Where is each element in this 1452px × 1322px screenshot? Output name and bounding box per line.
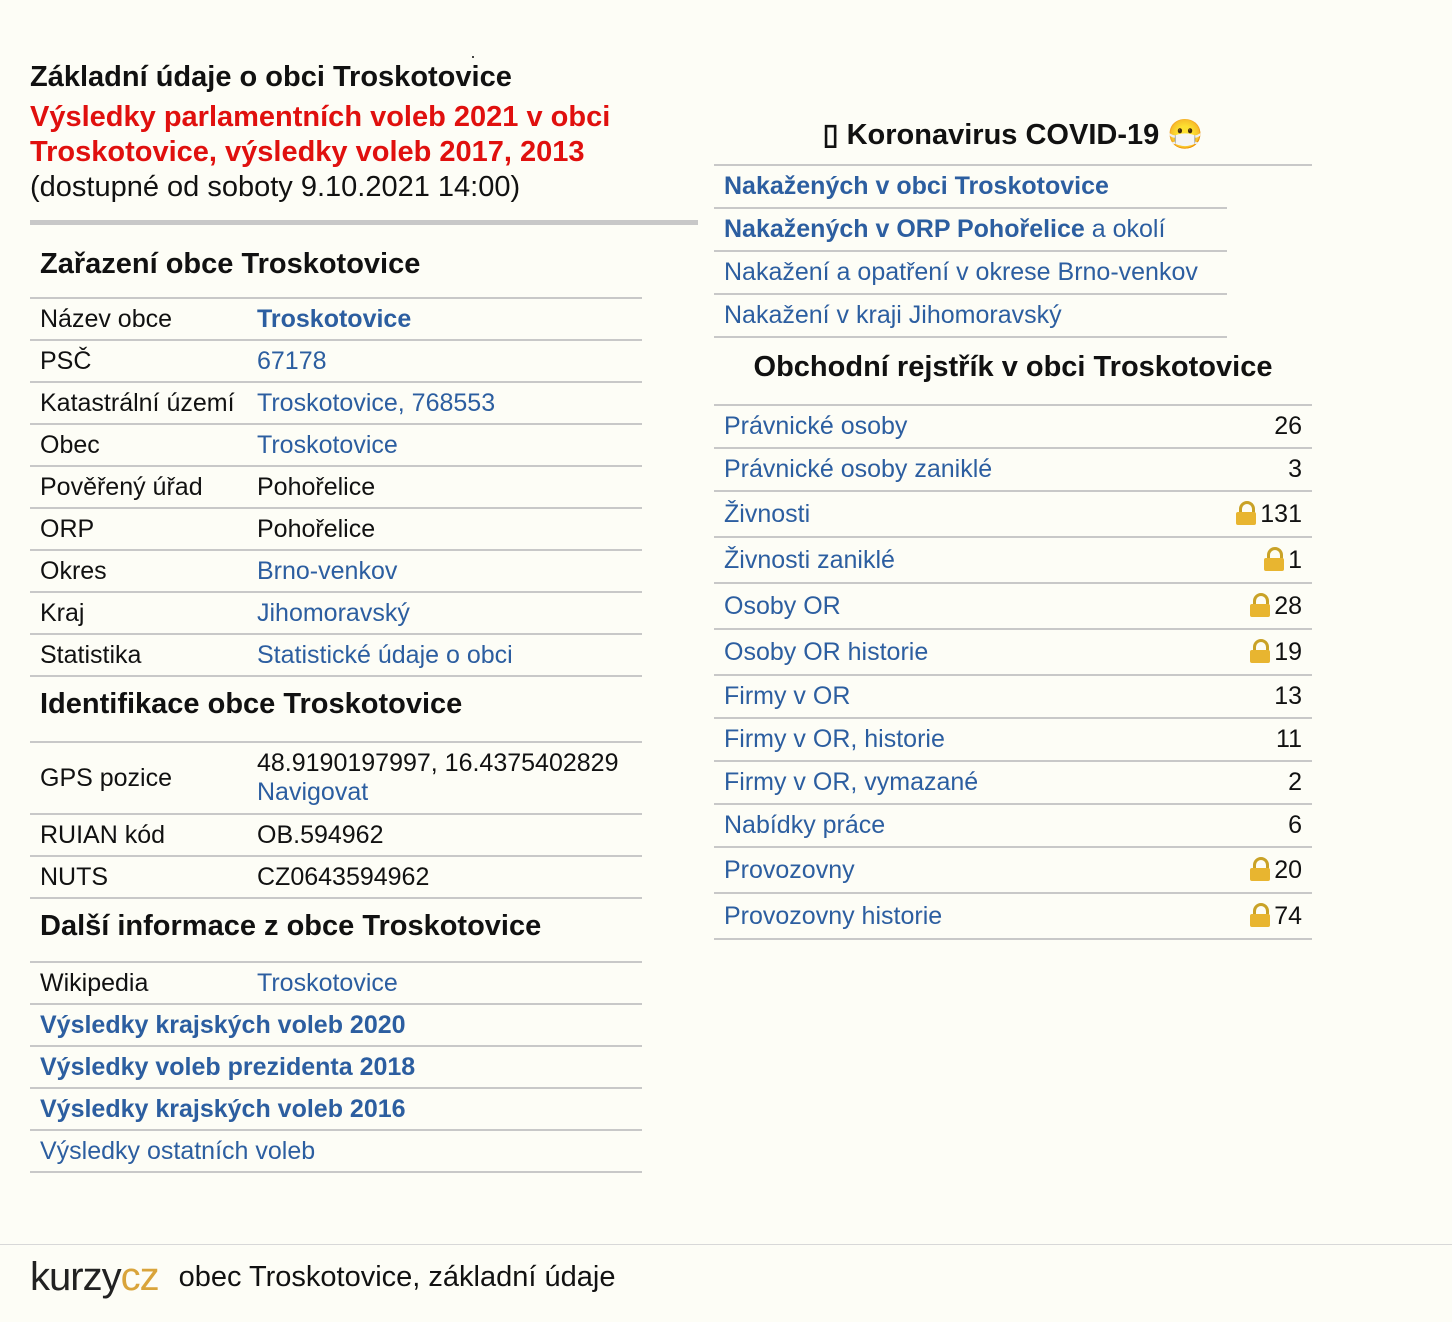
table-row <box>714 629 1312 675</box>
footer-caption: obec Troskotovice, základní údaje <box>178 1260 616 1293</box>
row-label: Wikipedia <box>30 962 247 1004</box>
krajske-volby-2016-link[interactable]: Výsledky krajských voleb 2016 <box>40 1094 406 1123</box>
prezident-2018-link[interactable]: Výsledky voleb prezidenta 2018 <box>40 1052 416 1081</box>
row-value: Pohořelice <box>247 508 642 550</box>
footer <box>30 1252 615 1302</box>
navigovat-link[interactable]: Navigovat <box>257 778 369 806</box>
row-label: Kraj <box>30 592 247 634</box>
statistika-link[interactable]: Statistické údaje o obci <box>257 640 513 669</box>
okres-link[interactable]: Brno-venkov <box>257 556 398 585</box>
left-column <box>30 58 698 1173</box>
row-label: Pověřený úřad <box>30 466 247 508</box>
lock-icon <box>1264 547 1284 571</box>
section-heading-dalsi: Další informace z obce Troskotovice <box>40 910 542 942</box>
page-title: Základní údaje o obci Troskotovice <box>30 61 512 93</box>
lock-icon <box>1250 639 1270 663</box>
row-value: CZ0643594962 <box>247 856 642 898</box>
section-heading-identifikace: Identifikace obce Troskotovice <box>40 688 463 720</box>
register-count: 20 <box>1274 855 1302 884</box>
lock-icon <box>1250 593 1270 617</box>
row-label: ORP <box>30 508 247 550</box>
table-row <box>714 893 1312 939</box>
obchodni-rejstrik-heading: Obchodní rejstřík v obci Troskotovice <box>753 351 1273 383</box>
row-label: Název obce <box>30 298 247 340</box>
lock-icon <box>1250 857 1270 881</box>
register-count: 131 <box>1260 499 1302 528</box>
register-count: 1 <box>1288 545 1302 574</box>
table-row <box>30 1046 642 1088</box>
lock-icon <box>1250 903 1270 927</box>
table-row <box>714 491 1312 537</box>
register-link[interactable]: Provozovny historie <box>724 901 943 930</box>
wikipedia-link[interactable]: Troskotovice <box>257 968 398 997</box>
missing-glyph-icon: ▯ <box>822 119 839 151</box>
krajske-volby-2020-link[interactable]: Výsledky krajských voleb 2020 <box>40 1010 406 1039</box>
table-row <box>30 508 642 550</box>
zarazeni-table <box>30 297 642 677</box>
obec-link[interactable]: Troskotovice <box>257 430 398 459</box>
kraj-link[interactable]: Jihomoravský <box>257 598 410 627</box>
register-count: 2 <box>1175 761 1312 804</box>
register-count: 11 <box>1175 718 1312 761</box>
katastralni-uzemi-link[interactable]: Troskotovice, 768553 <box>257 388 496 417</box>
right-column <box>714 110 1312 940</box>
table-row <box>30 1088 642 1130</box>
table-row <box>30 634 642 676</box>
table-row <box>30 466 642 508</box>
availability-note: (dostupné od soboty 9.10.2021 14:00) <box>30 171 521 203</box>
ostatni-volby-link[interactable]: Výsledky ostatních voleb <box>40 1136 316 1165</box>
covid-obec-link[interactable]: Nakažených v obci Troskotovice <box>724 172 1109 200</box>
kurzy-cz-logo[interactable]: kurzycz <box>30 1254 159 1299</box>
list-item <box>714 252 1227 295</box>
nazev-obce-link[interactable]: Troskotovice <box>257 304 412 333</box>
register-count: 6 <box>1175 804 1312 847</box>
table-row <box>30 340 642 382</box>
row-label: PSČ <box>30 340 247 382</box>
section-heading-zarazeni: Zařazení obce Troskotovice <box>40 248 421 280</box>
row-label: NUTS <box>30 856 247 898</box>
row-label: Statistika <box>30 634 247 676</box>
register-link[interactable]: Provozovny <box>724 855 855 884</box>
list-item <box>714 166 1227 209</box>
obchodni-rejstrik-table <box>714 404 1312 940</box>
list-item <box>714 209 1227 252</box>
table-row <box>714 761 1312 804</box>
identifikace-table <box>30 741 642 899</box>
register-count: 13 <box>1175 675 1312 718</box>
covid-orp-link[interactable]: Nakažených v ORP Pohořelice <box>724 215 1085 243</box>
dalsi-table <box>30 961 642 1173</box>
register-count: 26 <box>1175 405 1312 448</box>
register-link[interactable]: Živnosti zaniklé <box>724 545 895 574</box>
register-count: 19 <box>1274 637 1302 666</box>
register-link[interactable]: Firmy v OR <box>724 682 851 710</box>
election-results-link[interactable]: Výsledky parlamentních voleb 2021 v obci Troskotovice, výsledky voleb 2017, 2013 <box>30 101 611 168</box>
covid-heading <box>714 110 1312 166</box>
row-value: Pohořelice <box>247 466 642 508</box>
table-row <box>714 405 1312 448</box>
row-label: Okres <box>30 550 247 592</box>
gps-value: 48.9190197997, 16.4375402829 <box>257 749 619 777</box>
table-row <box>30 382 642 424</box>
table-row <box>714 583 1312 629</box>
table-row <box>714 537 1312 583</box>
register-link[interactable]: Firmy v OR, vymazané <box>724 768 979 796</box>
row-label: GPS pozice <box>30 742 247 814</box>
row-value: OB.594962 <box>247 814 642 856</box>
covid-orp-suffix: a okolí <box>1084 215 1166 243</box>
table-row <box>30 856 642 898</box>
register-link[interactable]: Právnické osoby zaniklé <box>724 455 993 483</box>
row-label: Obec <box>30 424 247 466</box>
covid-kraj-link[interactable]: Nakažení v kraji Jihomoravský <box>724 301 1062 329</box>
psc-link[interactable]: 67178 <box>257 346 327 375</box>
register-count: 74 <box>1274 901 1302 930</box>
table-row <box>30 550 642 592</box>
table-row <box>714 718 1312 761</box>
register-link[interactable]: Nabídky práce <box>724 811 886 839</box>
register-link[interactable]: Osoby OR <box>724 591 841 620</box>
covid-links <box>714 166 1227 338</box>
register-link[interactable]: Firmy v OR, historie <box>724 725 945 753</box>
table-row <box>30 1004 642 1046</box>
table-row <box>714 847 1312 893</box>
register-link[interactable]: Živnosti <box>724 499 811 528</box>
table-row <box>30 962 642 1004</box>
table-row <box>714 804 1312 847</box>
row-label: Katastrální území <box>30 382 247 424</box>
table-row <box>30 424 642 466</box>
table-row <box>714 448 1312 491</box>
table-row <box>30 298 642 340</box>
table-row <box>30 592 642 634</box>
face-mask-icon: 😷 <box>1167 119 1204 151</box>
register-link[interactable]: Právnické osoby <box>724 412 908 440</box>
register-count: 28 <box>1274 591 1302 620</box>
table-row <box>30 814 642 856</box>
table-row <box>30 742 642 814</box>
table-row <box>30 1130 642 1172</box>
lock-icon <box>1236 501 1256 525</box>
row-label: RUIAN kód <box>30 814 247 856</box>
covid-title-text: Koronavirus COVID-19 <box>846 119 1160 151</box>
register-link[interactable]: Osoby OR historie <box>724 637 929 666</box>
footer-divider <box>0 1244 1452 1245</box>
table-row <box>714 675 1312 718</box>
register-count: 3 <box>1175 448 1312 491</box>
covid-okres-link[interactable]: Nakažení a opatření v okrese Brno-venkov <box>724 258 1198 286</box>
list-item <box>714 295 1227 338</box>
